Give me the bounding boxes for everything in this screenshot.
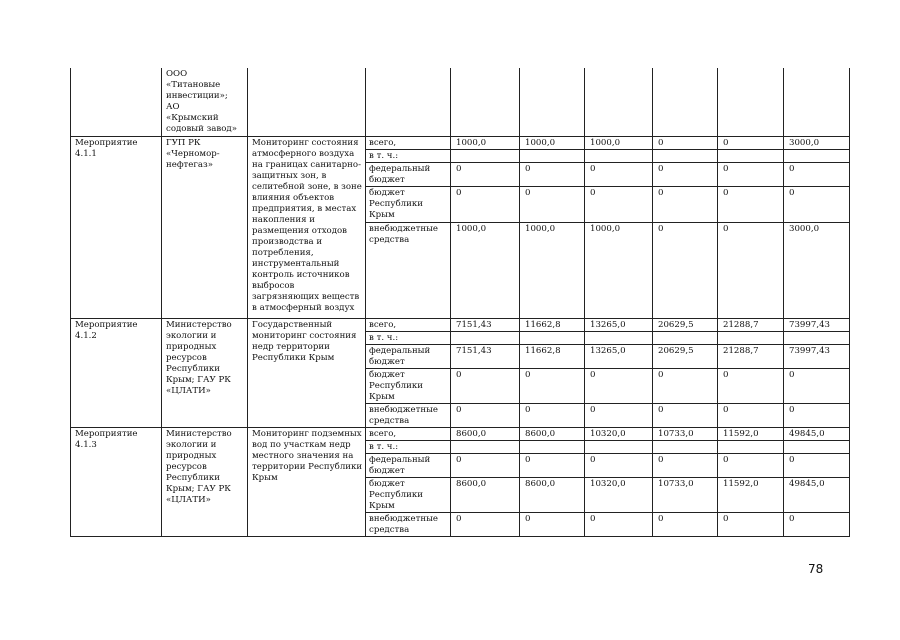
year-value bbox=[653, 440, 718, 453]
funding-source-label: бюджет Республики Крым bbox=[366, 477, 451, 512]
year-value: 0 bbox=[451, 453, 520, 477]
total-value: 0 bbox=[784, 368, 850, 403]
year-value: 1000,0 bbox=[520, 136, 585, 149]
year-value: 11592,0 bbox=[718, 427, 784, 440]
year-value bbox=[718, 440, 784, 453]
total-value: 3000,0 bbox=[784, 136, 850, 149]
year-value: 0 bbox=[718, 136, 784, 149]
value-cell bbox=[520, 68, 585, 136]
total-value: 73997,43 bbox=[784, 318, 850, 331]
year-value: 21288,7 bbox=[718, 344, 784, 368]
year-value: 0 bbox=[718, 222, 784, 318]
funding-source-label: федеральный бюджет bbox=[366, 344, 451, 368]
year-value: 8600,0 bbox=[520, 427, 585, 440]
year-value: 0 bbox=[718, 453, 784, 477]
year-value: 10733,0 bbox=[653, 477, 718, 512]
year-value: 0 bbox=[585, 512, 653, 536]
year-value: 0 bbox=[653, 368, 718, 403]
total-value: 0 bbox=[784, 453, 850, 477]
table-row bbox=[71, 136, 850, 149]
year-value: 11662,8 bbox=[520, 318, 585, 331]
total-value: 0 bbox=[784, 512, 850, 536]
measure-executor: ГУП РК «Черномор-нефтегаз» bbox=[162, 136, 248, 318]
measure-executor: Министерство экологии и природных ресурсов Республики Крым; ГАУ РК «ЦЛАТИ» bbox=[162, 427, 248, 536]
funding-source-label: федеральный бюджет bbox=[366, 162, 451, 186]
year-value: 10733,0 bbox=[653, 427, 718, 440]
year-value: 20629,5 bbox=[653, 344, 718, 368]
year-value: 21288,7 bbox=[718, 318, 784, 331]
year-value: 0 bbox=[718, 186, 784, 222]
year-value bbox=[451, 331, 520, 344]
funding-source-label: внебюджетные средства bbox=[366, 222, 451, 318]
funding-source-label: в т. ч.: bbox=[366, 331, 451, 344]
year-value: 0 bbox=[585, 403, 653, 427]
executor-cell: ООО «Титановые инвестиции»; АО «Крымский содовый завод» bbox=[162, 68, 248, 136]
year-value: 11662,8 bbox=[520, 344, 585, 368]
year-value: 0 bbox=[520, 403, 585, 427]
year-value: 0 bbox=[653, 453, 718, 477]
year-value: 0 bbox=[653, 136, 718, 149]
year-value bbox=[653, 331, 718, 344]
page-number: 78 bbox=[808, 562, 824, 576]
funding-source-label: бюджет Республики Крым bbox=[366, 186, 451, 222]
year-value: 0 bbox=[585, 453, 653, 477]
year-value: 10320,0 bbox=[585, 477, 653, 512]
year-value: 7151,43 bbox=[451, 344, 520, 368]
total-value bbox=[784, 149, 850, 162]
total-value: 0 bbox=[784, 162, 850, 186]
year-value: 0 bbox=[451, 512, 520, 536]
year-value bbox=[718, 331, 784, 344]
value-cell bbox=[585, 68, 653, 136]
year-value: 7151,43 bbox=[451, 318, 520, 331]
year-value: 1000,0 bbox=[451, 222, 520, 318]
year-value: 10320,0 bbox=[585, 427, 653, 440]
funding-source-label: в т. ч.: bbox=[366, 440, 451, 453]
total-value: 3000,0 bbox=[784, 222, 850, 318]
year-value bbox=[520, 440, 585, 453]
year-value bbox=[653, 149, 718, 162]
year-value: 13265,0 bbox=[585, 344, 653, 368]
year-value: 0 bbox=[451, 368, 520, 403]
budget-table bbox=[70, 68, 850, 537]
year-value: 0 bbox=[718, 512, 784, 536]
funding-source-label: внебюджетные средства bbox=[366, 512, 451, 536]
funding-source-label: всего, bbox=[366, 136, 451, 149]
funding-source-label: бюджет Республики Крым bbox=[366, 368, 451, 403]
funding-source-label: в т. ч.: bbox=[366, 149, 451, 162]
total-value: 73997,43 bbox=[784, 344, 850, 368]
year-value: 1000,0 bbox=[451, 136, 520, 149]
year-value bbox=[585, 331, 653, 344]
funding-source-label: всего, bbox=[366, 427, 451, 440]
code-cell bbox=[71, 68, 162, 136]
funding-source-label: внебюджетные средства bbox=[366, 403, 451, 427]
year-value: 0 bbox=[520, 186, 585, 222]
year-value: 0 bbox=[520, 162, 585, 186]
continuation-row bbox=[71, 68, 850, 136]
value-cell bbox=[784, 68, 850, 136]
total-value: 0 bbox=[784, 186, 850, 222]
total-value: 49845,0 bbox=[784, 427, 850, 440]
year-value bbox=[585, 149, 653, 162]
year-value: 0 bbox=[653, 186, 718, 222]
year-value: 0 bbox=[585, 186, 653, 222]
total-value bbox=[784, 440, 850, 453]
measure-description: Государственный мониторинг состояния недр территории Республики Крым bbox=[248, 318, 366, 427]
year-value: 20629,5 bbox=[653, 318, 718, 331]
value-cell bbox=[451, 68, 520, 136]
year-value: 8600,0 bbox=[451, 477, 520, 512]
year-value: 0 bbox=[451, 186, 520, 222]
measure-description: Мониторинг состояния атмосферного воздуха на границах санитарно-защитных зон, в селитебной зоне, в зоне влияния объектов предприятия, в местах накопления и размещения отходов производства и потребления, инструментальный контроль источников выбросов загрязняющих веществ в атмосферный воздух bbox=[248, 136, 366, 318]
measure-code: Мероприятие 4.1.3 bbox=[71, 427, 162, 536]
year-value bbox=[520, 331, 585, 344]
year-value: 11592,0 bbox=[718, 477, 784, 512]
measure-code: Мероприятие 4.1.2 bbox=[71, 318, 162, 427]
year-value: 8600,0 bbox=[520, 477, 585, 512]
year-value: 0 bbox=[585, 368, 653, 403]
year-value: 0 bbox=[718, 403, 784, 427]
measure-code: Мероприятие 4.1.1 bbox=[71, 136, 162, 318]
total-value: 0 bbox=[784, 403, 850, 427]
year-value: 0 bbox=[520, 453, 585, 477]
year-value: 1000,0 bbox=[520, 222, 585, 318]
year-value: 13265,0 bbox=[585, 318, 653, 331]
year-value: 0 bbox=[653, 512, 718, 536]
year-value bbox=[451, 440, 520, 453]
measure-executor: Министерство экологии и природных ресурсов Республики Крым; ГАУ РК «ЦЛАТИ» bbox=[162, 318, 248, 427]
year-value: 0 bbox=[718, 162, 784, 186]
value-cell bbox=[718, 68, 784, 136]
year-value: 0 bbox=[520, 512, 585, 536]
table-row bbox=[71, 318, 850, 331]
funding-source-label: федеральный бюджет bbox=[366, 453, 451, 477]
source-cell bbox=[366, 68, 451, 136]
total-value bbox=[784, 331, 850, 344]
description-cell bbox=[248, 68, 366, 136]
year-value: 1000,0 bbox=[585, 136, 653, 149]
year-value bbox=[451, 149, 520, 162]
value-cell bbox=[653, 68, 718, 136]
funding-source-label: всего, bbox=[366, 318, 451, 331]
year-value: 0 bbox=[653, 222, 718, 318]
year-value: 0 bbox=[585, 162, 653, 186]
total-value: 49845,0 bbox=[784, 477, 850, 512]
year-value bbox=[520, 149, 585, 162]
year-value: 0 bbox=[451, 162, 520, 186]
year-value: 0 bbox=[718, 368, 784, 403]
year-value: 0 bbox=[451, 403, 520, 427]
year-value bbox=[718, 149, 784, 162]
year-value: 0 bbox=[653, 403, 718, 427]
year-value: 0 bbox=[520, 368, 585, 403]
year-value: 1000,0 bbox=[585, 222, 653, 318]
year-value: 0 bbox=[653, 162, 718, 186]
year-value bbox=[585, 440, 653, 453]
measure-description: Мониторинг подземных вод по участкам недр местного значения на территории Республики Крым bbox=[248, 427, 366, 536]
table-row bbox=[71, 427, 850, 440]
year-value: 8600,0 bbox=[451, 427, 520, 440]
